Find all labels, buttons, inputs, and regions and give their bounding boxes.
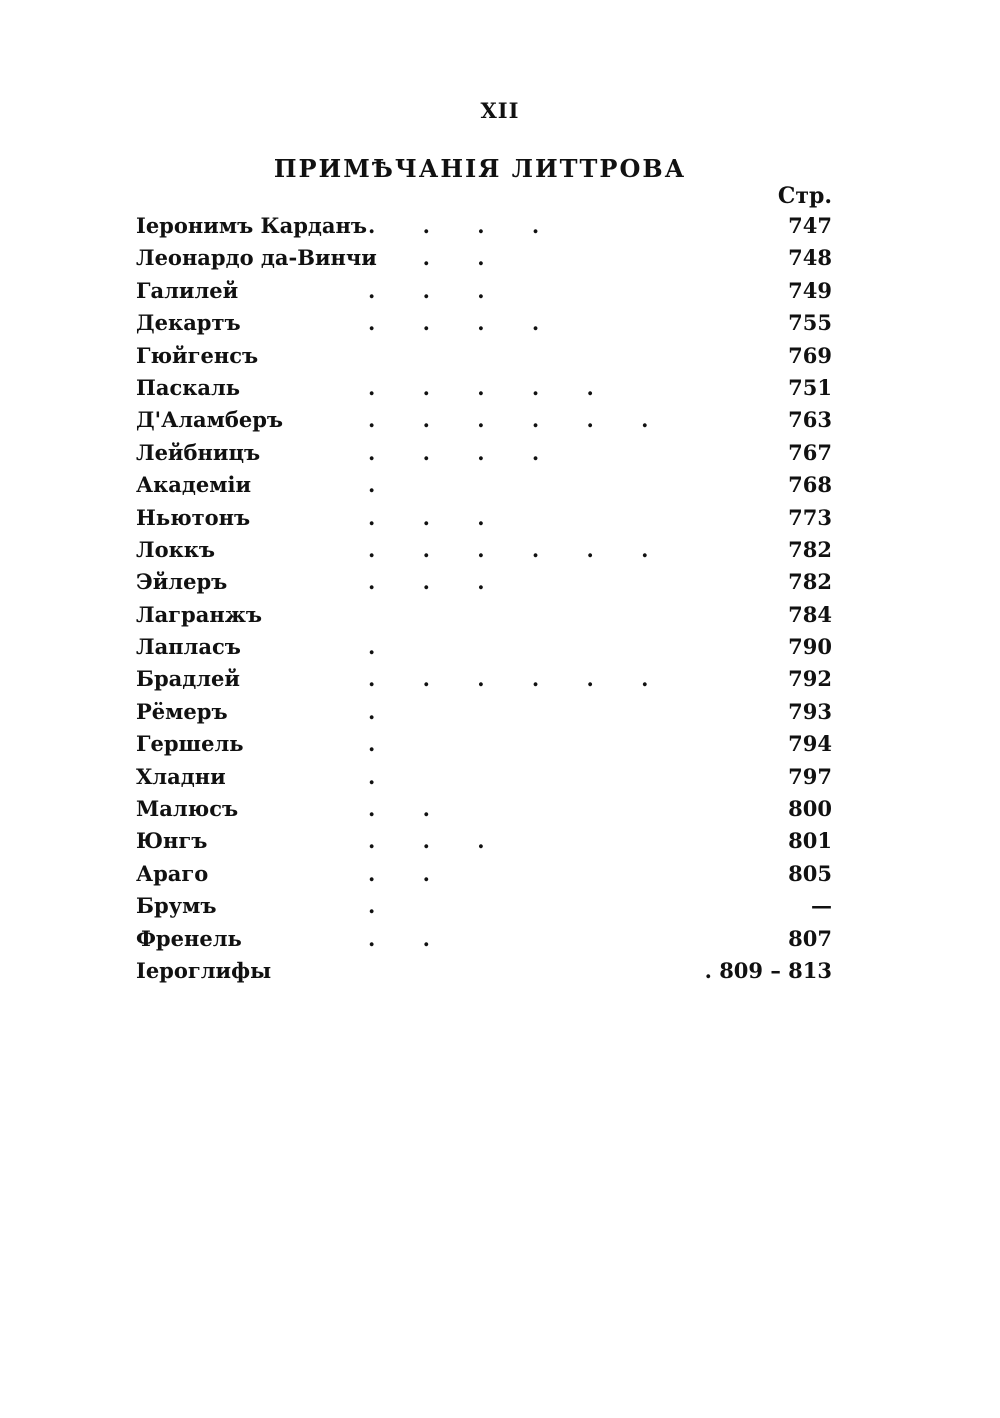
- entry-page: 749: [788, 277, 832, 303]
- entry-page: 773: [788, 504, 832, 530]
- contents-entry: [136, 340, 832, 372]
- entry-page: 769: [788, 342, 832, 368]
- entry-leader: . .: [368, 860, 450, 886]
- entry-page: 805: [788, 860, 832, 886]
- entry-name: Эйлеръ: [136, 569, 228, 595]
- entry-leader: . .: [368, 796, 450, 822]
- entry-name: Галилей: [136, 277, 239, 303]
- entry-leader: . .: [368, 925, 450, 951]
- entry-leader: . . .: [368, 828, 505, 854]
- entry-name: Малюсъ: [136, 796, 239, 822]
- entry-leader: . . . .: [368, 439, 560, 465]
- entry-name: Лагранжъ: [136, 601, 263, 627]
- entry-name: Іероглифы: [136, 957, 272, 983]
- entry-page: —: [811, 893, 832, 919]
- contents-entry: [136, 534, 832, 566]
- entry-name: Брумъ: [136, 893, 217, 919]
- entry-leader: . . . .: [368, 310, 560, 336]
- entry-page: 792: [788, 666, 832, 692]
- contents-entry: [136, 210, 832, 242]
- entry-page: 748: [788, 245, 832, 271]
- entry-leader: . . .: [368, 569, 505, 595]
- contents-entry: [136, 761, 832, 793]
- contents-entry: [136, 858, 832, 890]
- entry-page: 767: [788, 439, 832, 465]
- entry-name: Френель: [136, 925, 242, 951]
- entry-page: 790: [788, 634, 832, 660]
- entry-page: . 809 – 813: [704, 957, 832, 983]
- entry-page: 797: [788, 763, 832, 789]
- contents-entry: [136, 955, 832, 987]
- contents-entry: [136, 372, 832, 404]
- contents-entry: [136, 437, 832, 469]
- entry-name: Араго: [136, 860, 209, 886]
- contents-entry: [136, 728, 832, 760]
- entry-leader: . . . . . .: [368, 536, 669, 562]
- entry-name: Брадлей: [136, 666, 240, 692]
- entry-leader: .: [368, 731, 396, 757]
- entry-leader: . . . . . .: [368, 666, 669, 692]
- contents-entry: [136, 502, 832, 534]
- entry-leader: .: [368, 763, 396, 789]
- entry-leader: . . . . .: [368, 374, 614, 400]
- entry-name: Рёмеръ: [136, 698, 228, 724]
- entry-name: Юнгъ: [136, 828, 208, 854]
- contents-entry: [136, 566, 832, 598]
- entry-page: 794: [788, 731, 832, 757]
- entry-page: 782: [788, 536, 832, 562]
- contents-list: [136, 210, 832, 987]
- entry-name: Локкъ: [136, 536, 216, 562]
- entry-name: Гюйгенсъ: [136, 342, 259, 368]
- entry-page: 755: [788, 310, 832, 336]
- entry-name: Декартъ: [136, 310, 241, 336]
- entry-page: 807: [788, 925, 832, 951]
- entry-name: Лапласъ: [136, 634, 241, 660]
- page-folio: XII: [480, 98, 520, 123]
- entry-leader: .: [368, 634, 396, 660]
- entry-name: Д'Аламберъ: [136, 407, 284, 433]
- page-column-header: Стр.: [777, 183, 832, 209]
- contents-entry: [136, 663, 832, 695]
- entry-leader: . . .: [368, 245, 505, 271]
- page-title: ПРИМѢЧАНІЯ ЛИТТРОВА: [273, 154, 687, 183]
- entry-page: 751: [788, 374, 832, 400]
- entry-page: 793: [788, 698, 832, 724]
- contents-entry: [136, 631, 832, 663]
- entry-name: Іеронимъ Карданъ: [136, 213, 367, 238]
- entry-page: 763: [788, 407, 832, 433]
- contents-entry: [136, 696, 832, 728]
- entry-leader: . . . .: [368, 213, 560, 238]
- entry-name: Хладни: [136, 763, 226, 789]
- contents-entry: [136, 404, 832, 436]
- entry-page: 747: [788, 213, 832, 238]
- entry-name: Ньютонъ: [136, 504, 251, 530]
- entry-leader: .: [368, 698, 396, 724]
- contents-entry: [136, 890, 832, 922]
- contents-entry: [136, 793, 832, 825]
- entry-page: 800: [788, 796, 832, 822]
- entry-leader: .: [368, 472, 396, 498]
- entry-leader: . . .: [368, 277, 505, 303]
- entry-leader: . . . . . .: [368, 407, 669, 433]
- entry-name: Лейбницъ: [136, 439, 261, 465]
- contents-entry: [136, 307, 832, 339]
- entry-page: 784: [788, 601, 832, 627]
- entry-leader: . . .: [368, 504, 505, 530]
- entry-page: 782: [788, 569, 832, 595]
- contents-entry: [136, 242, 832, 274]
- contents-entry: [136, 275, 832, 307]
- entry-name: Академіи: [136, 472, 252, 498]
- contents-entry: [136, 923, 832, 955]
- entry-name: Паскаль: [136, 374, 241, 400]
- entry-name: Леонардо да-Винчи: [136, 245, 377, 271]
- contents-entry: [136, 599, 832, 631]
- entry-page: 801: [788, 828, 832, 854]
- contents-entry: [136, 825, 832, 857]
- contents-entry: [136, 469, 832, 501]
- entry-name: Гершель: [136, 731, 244, 757]
- entry-leader: .: [368, 893, 396, 919]
- entry-page: 768: [788, 472, 832, 498]
